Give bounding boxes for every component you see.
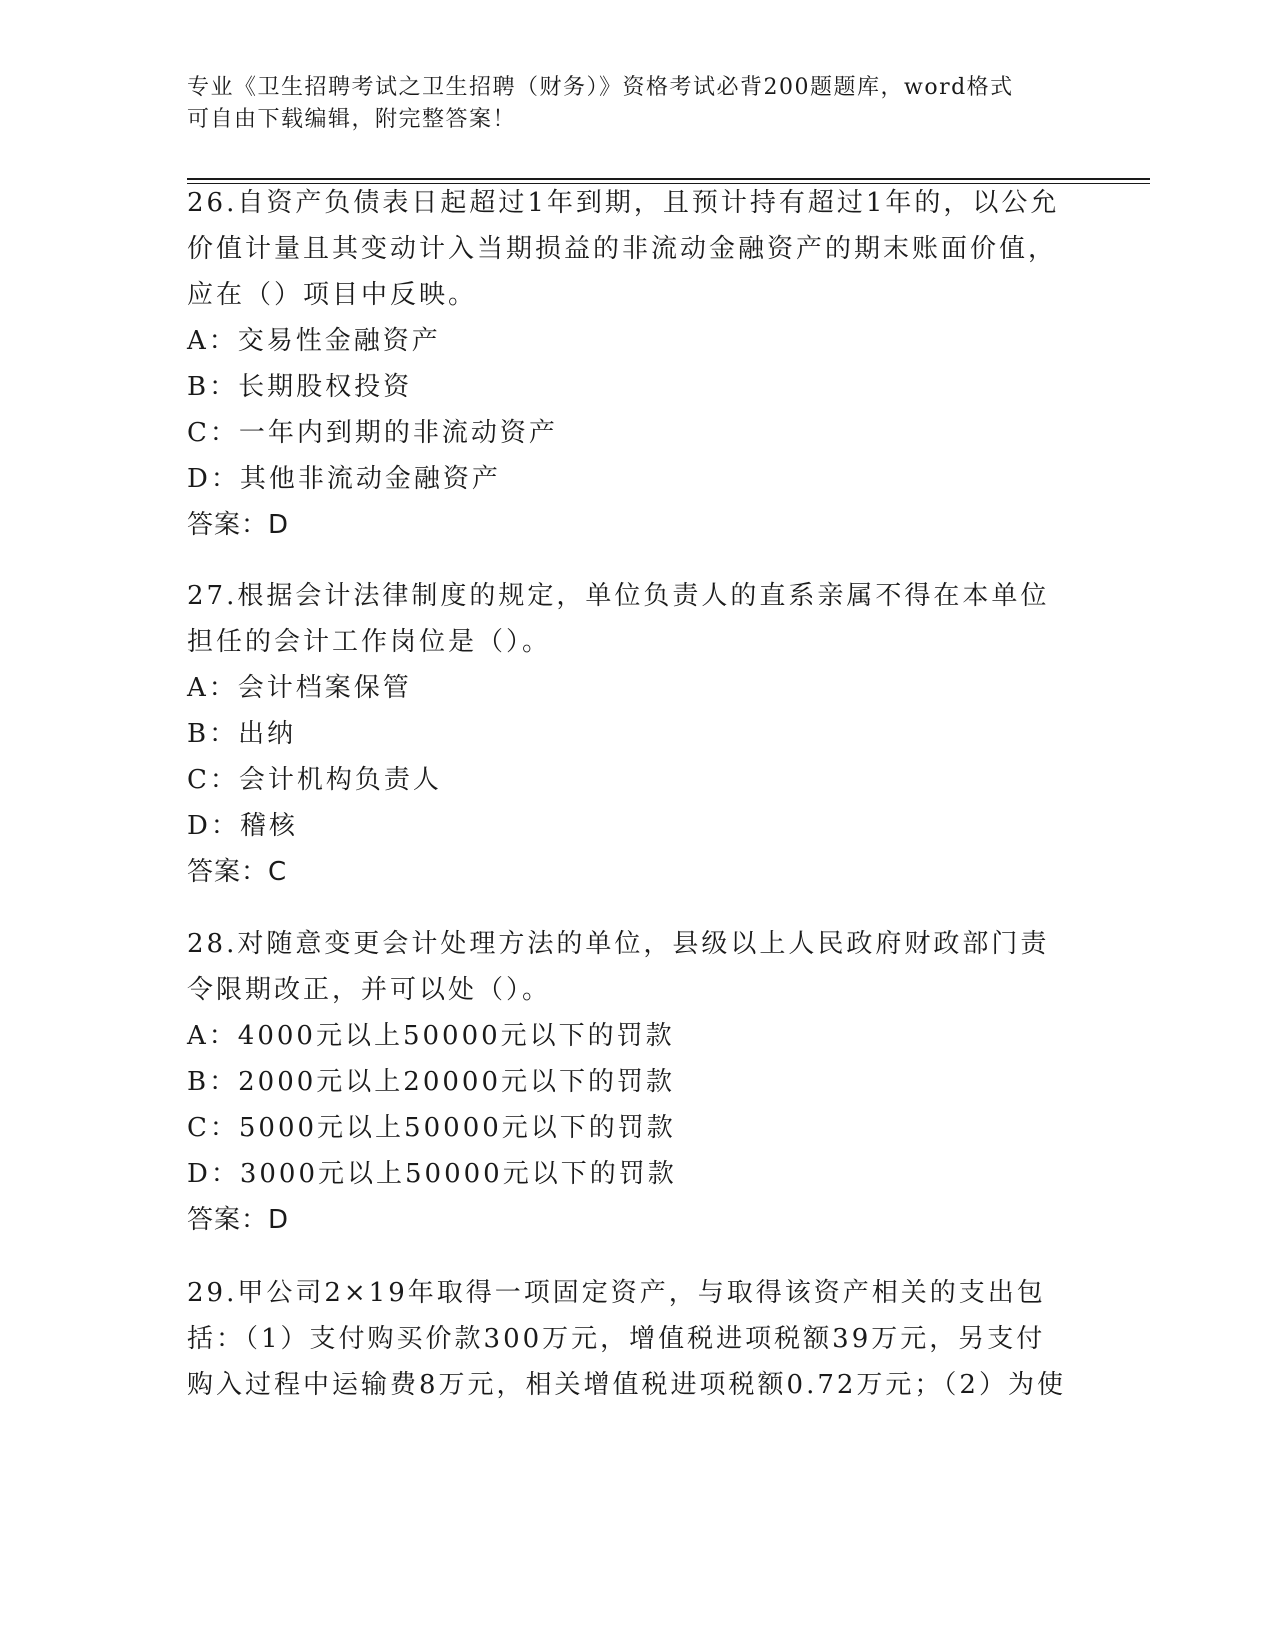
question-27 [187, 573, 1067, 895]
option-b: B：出纳 [187, 719, 297, 749]
option-b: B：长期股权投资 [187, 372, 413, 402]
question-stem: 27.根据会计法律制度的规定，单位负责人的直系亲属不得在本单位担任的会计工作岗位是（）。 [187, 581, 1050, 657]
option-c: C：会计机构负责人 [187, 765, 442, 795]
question-29 [187, 1270, 1067, 1408]
question-26 [187, 180, 1067, 548]
option-a: A：交易性金融资产 [187, 326, 441, 356]
option-c: C：一年内到期的非流动资产 [187, 418, 558, 448]
question-28 [187, 921, 1067, 1243]
answer: 答案：D [187, 1205, 290, 1235]
option-a: A：4000元以上50000元以下的罚款 [187, 1021, 675, 1051]
document-header [187, 72, 1087, 136]
header-line-2: 可自由下载编辑，附完整答案！ [187, 107, 517, 132]
option-b: B：2000元以上20000元以下的罚款 [187, 1067, 675, 1097]
answer: 答案：D [187, 510, 290, 540]
question-stem: 28.对随意变更会计处理方法的单位，县级以上人民政府财政部门责令限期改正，并可以处（）。 [187, 929, 1050, 1005]
option-c: C：5000元以上50000元以下的罚款 [187, 1113, 676, 1143]
option-d: D：其他非流动金融资产 [187, 464, 501, 494]
answer: 答案：C [187, 857, 288, 887]
option-d: D：3000元以上50000元以下的罚款 [187, 1159, 677, 1189]
option-a: A：会计档案保管 [187, 673, 412, 703]
option-d: D：稽核 [187, 811, 298, 841]
question-stem: 26.自资产负债表日起超过1年到期，且预计持有超过1年的，以公允价值计量且其变动计入当期损益的非流动金融资产的期末账面价值，应在（）项目中反映。 [187, 188, 1060, 310]
question-stem: 29.甲公司2×19年取得一项固定资产，与取得该资产相关的支出包括：（1）支付购买价款300万元，增值税进项税额39万元，另支付购入过程中运输费8万元，相关增值税进项税额0.72万元；（2）为使 [187, 1278, 1066, 1400]
header-line-1: 专业《卫生招聘考试之卫生招聘（财务）》资格考试必背200题题库，word格式 [187, 75, 1014, 100]
